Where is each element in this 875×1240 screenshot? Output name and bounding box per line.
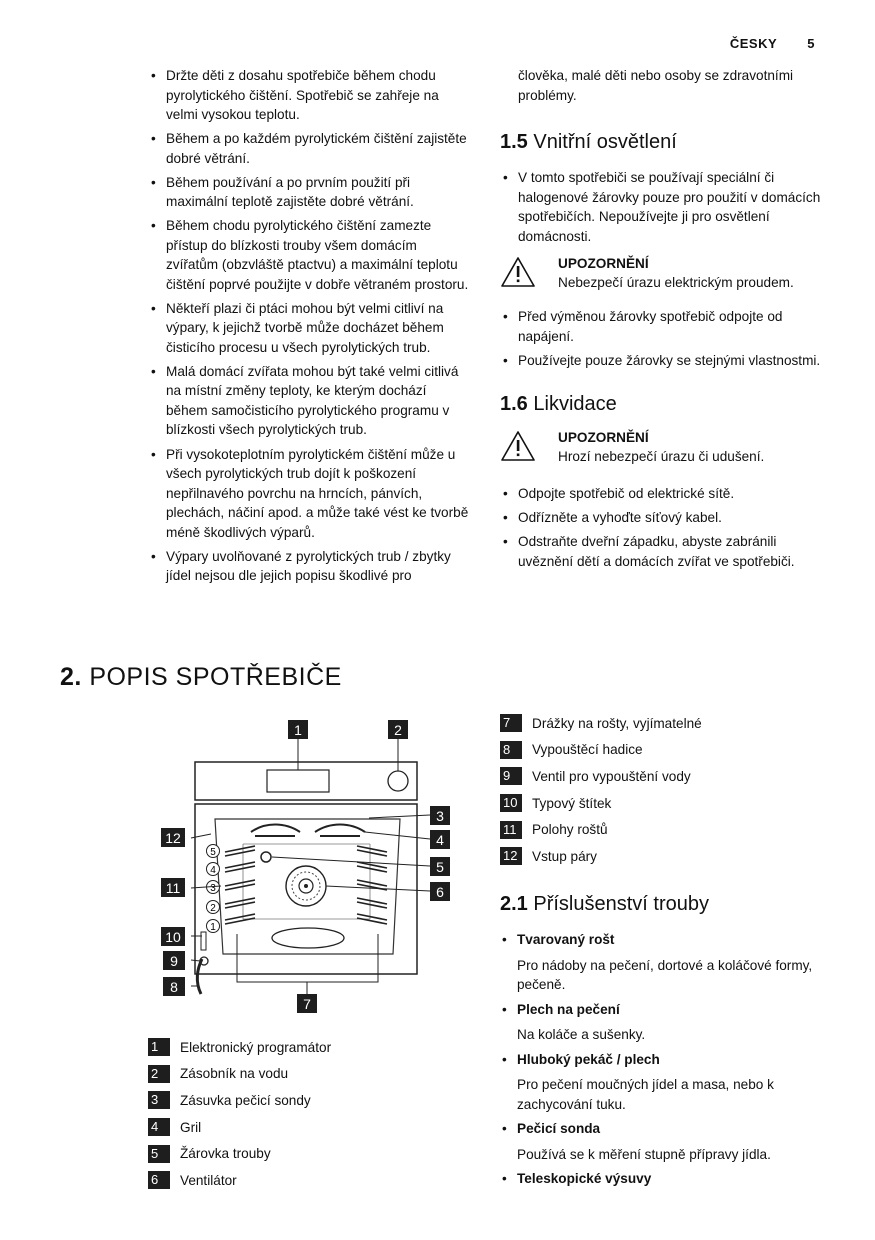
callout-8 xyxy=(163,977,185,996)
legend-item xyxy=(500,843,702,870)
legend-item xyxy=(148,1061,331,1088)
list-item xyxy=(500,1050,830,1115)
legend-label: Polohy roštů xyxy=(532,822,608,838)
callout-label: 8 xyxy=(170,979,178,995)
legend-number: 11 xyxy=(500,821,522,839)
callout-label: 7 xyxy=(303,996,311,1012)
legend-item xyxy=(500,790,702,817)
callout-7 xyxy=(297,994,317,1013)
page-number: 5 xyxy=(807,36,815,51)
callout-2 xyxy=(388,720,408,739)
list-item: • V tomto spotřebiči se používají speciální či halogenové žárovky pouze pro použití v domácích spotřebičích. Nepoužívejte ji pro osvětlení domácnosti. xyxy=(500,168,822,246)
legend-label: Vypouštěcí hadice xyxy=(532,742,643,758)
chapter-heading xyxy=(60,663,342,692)
legend-number: 8 xyxy=(500,741,522,759)
legend-label: Zásobník na vodu xyxy=(180,1066,289,1082)
callout-label: 12 xyxy=(165,830,181,846)
list-item: • Malá domácí zvířata mohou být také velmi citlivá na místní změny teploty, ke kterým dochází během samočisticího pyrolytického programu v blízkosti všech pyrolytických trub. xyxy=(148,362,470,440)
accessory-title: • Plech na pečení xyxy=(517,1001,620,1017)
warning-triangle-icon xyxy=(500,430,536,462)
callout-1 xyxy=(288,720,308,739)
list-item: • Odřízněte a vyhoďte síťový kabel. xyxy=(500,508,822,528)
legend-number: 10 xyxy=(500,794,522,812)
warning-block xyxy=(500,254,822,292)
callout-4 xyxy=(430,830,450,849)
lamp-icon xyxy=(261,852,271,862)
accessory-title: • Hluboký pekáč / plech xyxy=(517,1051,660,1067)
warning-block xyxy=(500,428,822,466)
section-number: 1.5 xyxy=(500,131,528,153)
section-title: Likvidace xyxy=(533,393,617,416)
section-heading-1-6 xyxy=(500,392,822,416)
list-item: • Během používání a po prvním použití při maximální teplotě zajistěte dobré větrání. xyxy=(148,173,470,212)
legend-item xyxy=(148,1087,331,1114)
legend-label: Gril xyxy=(180,1119,202,1135)
list-item: • Během a po každém pyrolytickém čištění zajistěte dobré větrání. xyxy=(148,129,470,168)
legend-label: Vstup páry xyxy=(532,848,597,864)
callout-label: 2 xyxy=(394,722,402,738)
shelf-number: 1 xyxy=(210,922,216,933)
page-header xyxy=(730,36,815,51)
oven-diagram xyxy=(155,714,460,1019)
callout-label: 4 xyxy=(436,832,444,848)
callout-5 xyxy=(430,857,450,876)
legend-number: 1 xyxy=(148,1038,170,1056)
diagram-legend-right xyxy=(500,710,702,870)
callout-10 xyxy=(161,927,185,946)
legend-item xyxy=(500,763,702,790)
warning-triangle-icon xyxy=(500,256,536,288)
disposal-bullet-list xyxy=(500,484,822,571)
right-column xyxy=(500,66,822,576)
warning-text: Nebezpečí úrazu elektrickým proudem. xyxy=(558,275,794,290)
control-panel xyxy=(195,762,417,800)
legend-number: 12 xyxy=(500,847,522,865)
legend-number: 3 xyxy=(148,1091,170,1109)
legend-label: Typový štítek xyxy=(532,795,612,811)
accessories-list xyxy=(500,930,830,1189)
accessory-desc: Pro nádoby na pečení, dortové a koláčové formy, pečeně. xyxy=(517,957,813,992)
section-heading-2-1 xyxy=(500,892,830,916)
legend-item xyxy=(500,710,702,737)
section-number: 1.6 xyxy=(500,393,528,416)
legend-label: Elektronický programátor xyxy=(180,1039,332,1055)
legend-number: 7 xyxy=(500,714,522,732)
accessory-title: • Pečicí sonda xyxy=(517,1121,601,1136)
left-column xyxy=(148,66,470,590)
accessory-title: • Tvarovaný rošt xyxy=(517,932,615,947)
diagram-legend-left xyxy=(148,1034,331,1194)
warning-text: Hrozí nebezpečí úrazu či udušení. xyxy=(558,449,765,465)
lighting-bullet-list-2 xyxy=(500,307,822,370)
list-item xyxy=(500,1169,830,1189)
legend-number: 5 xyxy=(148,1145,170,1163)
legend-label: Ventil pro vypouštění vody xyxy=(532,768,691,784)
accessory-title: • Teleskopické výsuvy xyxy=(517,1171,652,1186)
legend-label: Zásuvka pečicí sondy xyxy=(180,1092,311,1108)
list-item: • Výpary uvolňované z pyrolytických trub / zbytky jídel nejsou dle jejich popisu škodlivé pro xyxy=(148,547,470,586)
legend-item xyxy=(500,737,702,764)
list-item: • Odstraňte dveřní západku, abyste zabránili uvěznění dětí a domácích zvířat ve spotřebiči. xyxy=(500,532,822,571)
callout-label: 3 xyxy=(436,808,444,824)
lighting-bullet-list xyxy=(500,168,822,246)
callout-label: 10 xyxy=(165,929,181,945)
legend-item xyxy=(148,1167,331,1194)
shelf-number: 2 xyxy=(210,903,216,914)
callout-12 xyxy=(161,828,185,847)
list-item xyxy=(500,1000,830,1045)
callout-label: 1 xyxy=(294,722,302,738)
chapter-number: 2. xyxy=(60,663,82,691)
programmer-display xyxy=(267,770,329,792)
fan-icon xyxy=(286,866,326,906)
section-title: Příslušenství trouby xyxy=(533,893,709,915)
list-item: • Během chodu pyrolytického čištění zamezte přístup do blízkosti trouby všem domácím zvířatům (obzvláště ptactvu) a maximální teplotu čištění poprvé použijte v dobře větraném prostoru. xyxy=(148,216,470,294)
steam-dish xyxy=(272,928,344,948)
warning-title: UPOZORNĚNÍ xyxy=(558,256,649,271)
continuation-text: člověka, malé děti nebo osoby se zdravotními problémy. xyxy=(518,68,794,103)
legend-number: 9 xyxy=(500,767,522,785)
legend-label: Žárovka trouby xyxy=(180,1146,271,1162)
list-item: • Někteří plazi či ptáci mohou být velmi citliví na výpary, k jejichž tvorbě může docházet během čisticího procesu u všech pyrolytických trub. xyxy=(148,299,470,358)
legend-number: 6 xyxy=(148,1171,170,1189)
list-item: • Držte děti z dosahu spotřebiče během chodu pyrolytického čištění. Spotřebič se zahřeje na velmi vysokou teplotu. xyxy=(148,66,470,125)
accessory-desc: Používá se k měření stupně přípravy jídla. xyxy=(517,1146,771,1162)
legend-label: Ventilátor xyxy=(180,1172,237,1188)
legend-item xyxy=(148,1114,331,1141)
legend-item xyxy=(148,1034,331,1061)
callout-3 xyxy=(430,806,450,825)
water-tank-icon xyxy=(388,771,408,791)
legend-number: 2 xyxy=(148,1065,170,1083)
accessory-desc: Pro pečení moučných jídel a masa, nebo k zachycování tuku. xyxy=(517,1077,774,1112)
list-item xyxy=(500,1119,830,1164)
legend-label: Drážky na rošty, vyjímatelné xyxy=(532,715,702,731)
legend-item xyxy=(148,1140,331,1167)
section-number: 2.1 xyxy=(500,893,528,915)
rating-plate xyxy=(201,932,206,950)
section-title: Vnitřní osvětlení xyxy=(533,131,677,153)
list-item: • Před výměnou žárovky spotřebič odpojte od napájení. xyxy=(500,307,822,346)
grill-element xyxy=(251,825,365,837)
callout-11 xyxy=(161,878,185,897)
shelf-number: 3 xyxy=(210,883,216,894)
callout-9 xyxy=(163,951,185,970)
list-item xyxy=(500,930,830,995)
shelf-number: 4 xyxy=(210,865,216,876)
legend-item xyxy=(500,816,702,843)
accessory-desc: Na koláče a sušenky. xyxy=(517,1027,646,1042)
right-shelf-rails xyxy=(357,846,387,924)
legend-number: 4 xyxy=(148,1118,170,1136)
accessories-section xyxy=(500,892,830,1195)
header-language: ČESKY xyxy=(729,36,778,51)
list-item: • Používejte pouze žárovky se stejnými vlastnostmi. xyxy=(500,351,822,371)
section-heading-1-5 xyxy=(500,130,822,154)
callout-label: 6 xyxy=(436,884,444,900)
callout-label: 11 xyxy=(165,880,181,896)
callout-label: 5 xyxy=(436,859,444,875)
list-item: • Odpojte spotřebič od elektrické sítě. xyxy=(500,484,822,504)
list-item: • Při vysokoteplotním pyrolytickém čištění může u všech pyrolytických trub dojít k poškození nepřilnavého povrchu na hrncích, pánvích, plechách, náčiní apod. a může také vést ke tvorbě méně škodlivých výparů. xyxy=(148,445,470,543)
chapter-title: POPIS SPOTŘEBIČE xyxy=(89,663,342,691)
safety-bullet-list xyxy=(148,66,470,586)
callout-label: 9 xyxy=(170,953,178,969)
shelf-number: 5 xyxy=(210,847,216,858)
warning-title: UPOZORNĚNÍ xyxy=(558,430,649,446)
left-shelf-rails xyxy=(225,846,255,924)
callout-6 xyxy=(430,882,450,901)
